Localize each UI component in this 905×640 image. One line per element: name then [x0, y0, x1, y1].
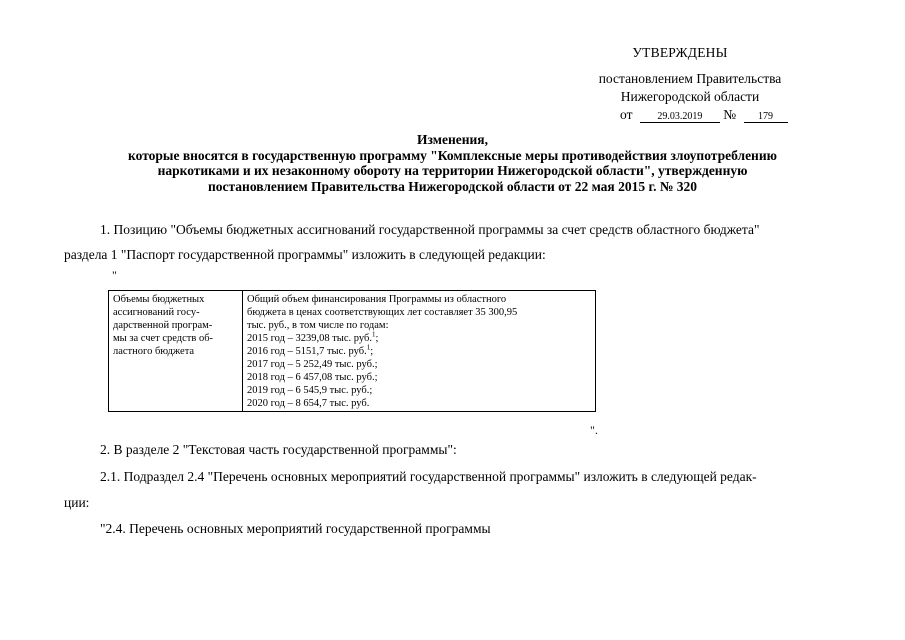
title-line-3: наркотиками и их незаконному обороту на территории Нижегородской области", утвержденную [157, 163, 748, 178]
title-line-4: постановлением Правительства Нижегородской области от 22 мая 2015 г. № 320 [207, 178, 698, 194]
footnote-mark: 1 [371, 330, 376, 339]
year-line [247, 332, 591, 345]
quote-open: " [112, 268, 117, 282]
document-title [60, 132, 845, 194]
paragraph-4: "2.4. Перечень основных мероприятий государственной программы [100, 521, 491, 536]
year-line [247, 345, 591, 358]
approval-date-line [560, 106, 820, 124]
number-prefix: № [723, 107, 737, 122]
approval-line-2: Нижегородской области [620, 89, 760, 104]
table-row [109, 291, 596, 412]
label-line: ассигнований госу- [113, 307, 200, 318]
financing-table [108, 290, 596, 412]
year-line: 2019 год – 6 545,9 тыс. руб.; [247, 385, 373, 396]
year-text: 2016 год – 5151,7 тыс. руб. [247, 346, 367, 357]
paragraph-2: 2. В разделе 2 "Текстовая часть государственной программы": [100, 442, 457, 457]
year-end: ; [370, 346, 374, 357]
approval-line-1: постановлением Правительства [598, 71, 782, 86]
title-line-1: Изменения, [417, 132, 488, 147]
label-line: ластного бюджета [113, 346, 195, 357]
date-prefix: от [620, 107, 633, 122]
year-line: 2020 год – 8 654,7 тыс. руб. [247, 398, 370, 409]
paragraph-1-line-1: 1. Позицию "Объемы бюджетных ассигнований государственной программы за счет средств областного бюджета" [100, 222, 760, 237]
title-line-2: которые вносятся в государственную программу "Комплексные меры противодействия злоупотреблению [128, 147, 777, 163]
year-end: ; [375, 333, 379, 344]
approval-heading: УТВЕРЖДЕНЫ [632, 45, 728, 60]
intro-line: тыс. руб., в том числе по годам: [247, 320, 389, 331]
year-text: 2015 год – 3239,08 тыс. руб. [247, 333, 372, 344]
approval-block [560, 44, 820, 124]
paragraph-3-line-1: 2.1. Подраздел 2.4 "Перечень основных мероприятий государственной программы" изложить в следующей редак- [100, 469, 757, 484]
table-cell-value [243, 291, 596, 412]
approval-number: 179 [744, 111, 788, 123]
approval-date: 29.03.2019 [640, 111, 720, 123]
label-line: мы за счет средств об- [113, 333, 214, 344]
table-cell-label [109, 291, 243, 412]
paragraph-3-line-2: ции: [64, 495, 90, 510]
year-line: 2018 год – 6 457,08 тыс. руб.; [247, 372, 378, 383]
quote-close: ". [590, 423, 598, 437]
label-line: Объемы бюджетных [113, 294, 205, 305]
year-line: 2017 год – 5 252,49 тыс. руб.; [247, 359, 378, 370]
paragraph-1-line-2: раздела 1 "Паспорт государственной программы" изложить в следующей редакции: [64, 247, 546, 262]
intro-line: Общий объем финансирования Программы из областного [247, 294, 507, 305]
label-line: дарственной програм- [113, 320, 213, 331]
footnote-mark: 1 [366, 343, 371, 352]
intro-line: бюджета в ценах соответствующих лет составляет 35 300,95 [247, 307, 518, 318]
